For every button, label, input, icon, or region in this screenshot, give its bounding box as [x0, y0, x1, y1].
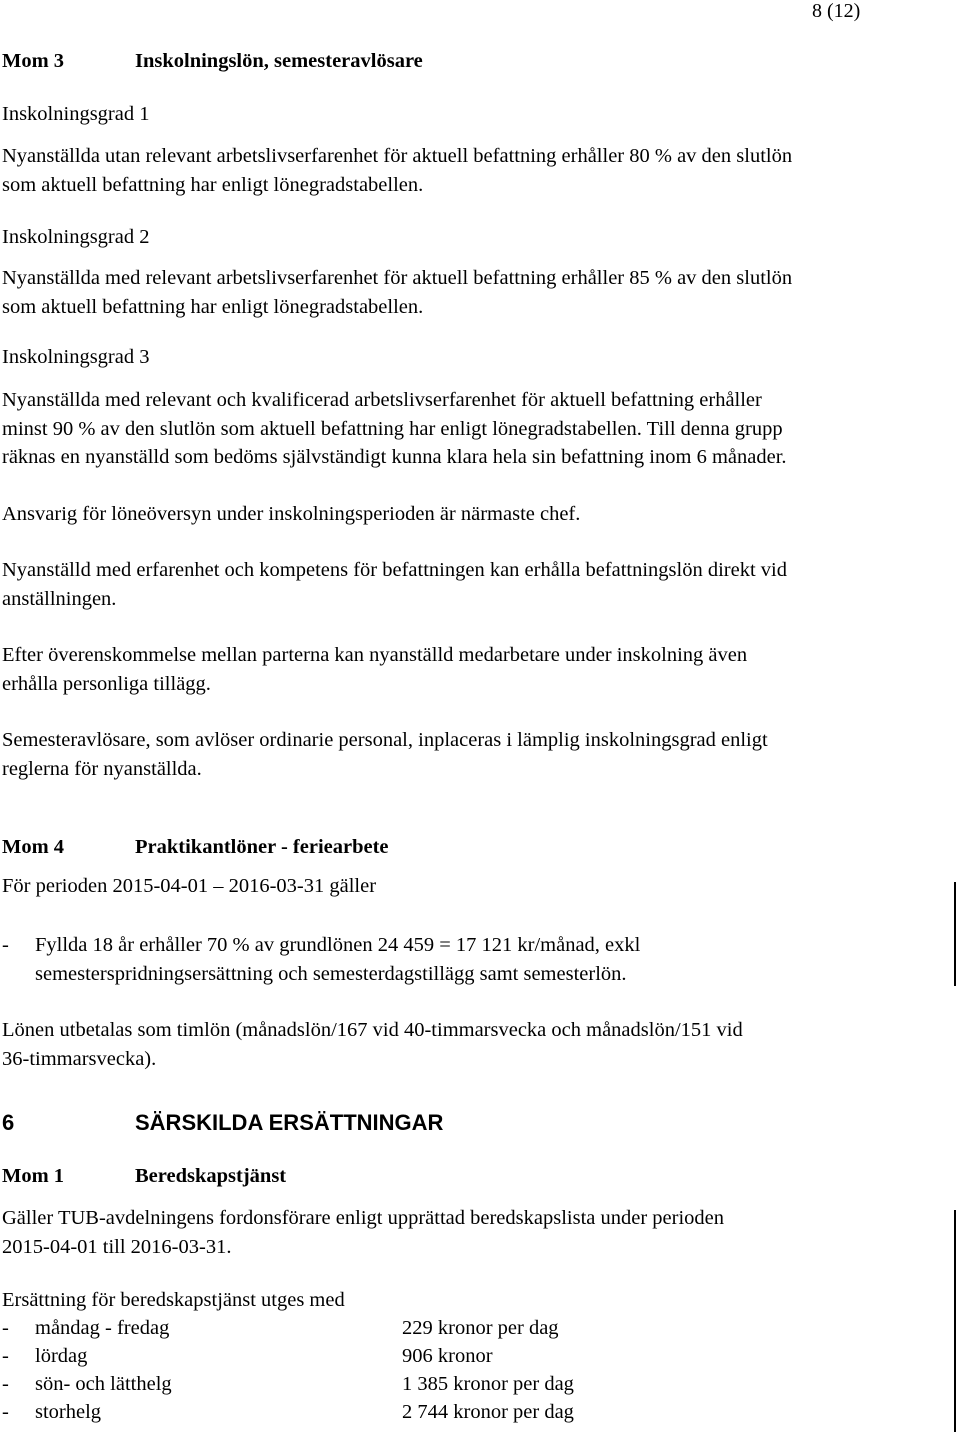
chapter-number: 6 — [2, 1110, 15, 1135]
rate-row — [2, 1373, 702, 1401]
praktikant-list-item — [2, 931, 802, 989]
mom4-title: Praktikantlöner - feriearbete — [135, 836, 389, 858]
chapter-title: SÄRSKILDA ERSÄTTNINGAR — [135, 1110, 444, 1135]
galler-paragraph — [2, 1204, 724, 1261]
ansvarig-paragraph: Ansvarig för löneöversyn under inskolningsperioden är närmaste chef. — [2, 503, 581, 525]
grad1-line-2: som aktuell befattning har enligt lönegradstabellen. — [2, 173, 424, 196]
grad2-heading: Inskolningsgrad 2 — [2, 226, 150, 248]
ersattning-intro: Ersättning för beredskapstjänst utges med — [2, 1289, 345, 1311]
timlon-paragraph — [2, 1016, 743, 1073]
timlon-line-1: Lönen utbetalas som timlön (månadslön/167 vid 40-timmarsvecka och månadslön/151 vid — [2, 1019, 743, 1041]
rate-value: 229 kronor per dag — [402, 1317, 559, 1339]
rate-value: 1 385 kronor per dag — [402, 1373, 574, 1395]
rate-row — [2, 1317, 702, 1345]
rate-label: storhelg — [35, 1401, 102, 1423]
semesteravlosare-line-2: reglerna för nyanställda. — [2, 757, 202, 780]
grad3-line-1: Nyanställda med relevant och kvalificerad arbetslivserfarenhet för aktuell befattning erhåller — [2, 389, 762, 411]
page-number: 8 (12) — [812, 0, 861, 22]
mom1-label: Mom 1 — [2, 1165, 65, 1187]
semesteravlosare-line-1: Semesteravlösare, som avlöser ordinarie personal, inplaceras i lämplig inskolningsgrad enligt — [2, 729, 768, 751]
mom3-label: Mom 3 — [2, 50, 65, 72]
rate-row — [2, 1345, 702, 1373]
galler-line-1: Gäller TUB-avdelningens fordonsförare enligt upprättad beredskapslista under perioden — [2, 1207, 725, 1229]
revision-margin-bar — [954, 1210, 956, 1432]
period-text: För perioden 2015-04-01 – 2016-03-31 gäller — [2, 875, 377, 897]
mom3-title: Inskolningslön, semesteravlösare — [135, 50, 423, 72]
galler-line-2: 2015-04-01 till 2016-03-31. — [2, 1235, 232, 1258]
mom1-title: Beredskapstjänst — [135, 1165, 287, 1187]
rate-label: måndag - fredag — [35, 1317, 170, 1339]
rate-dash: - — [2, 1401, 9, 1423]
mom4-label: Mom 4 — [2, 836, 65, 858]
grad1-paragraph — [2, 142, 792, 199]
rate-label: sön- och lätthelg — [35, 1373, 172, 1395]
grad1-heading: Inskolningsgrad 1 — [2, 103, 150, 125]
praktikant-item-line-1: Fyllda 18 år erhåller 70 % av grundlönen 24 459 = 17 121 kr/månad, exkl — [35, 934, 641, 956]
grad3-paragraph — [2, 386, 787, 472]
grad2-paragraph — [2, 264, 792, 321]
praktikant-item-text — [35, 931, 640, 988]
overenskommelse-line-1: Efter överenskommelse mellan parterna kan nyanställd medarbetare under inskolning även — [2, 644, 748, 666]
semesteravlosare-paragraph — [2, 726, 768, 783]
grad2-line-1: Nyanställda med relevant arbetslivserfarenhet för aktuell befattning erhåller 85 % av den slutlön — [2, 267, 793, 289]
rate-dash: - — [2, 1373, 9, 1395]
rate-value: 2 744 kronor per dag — [402, 1401, 574, 1423]
overenskommelse-line-2: erhålla personliga tillägg. — [2, 672, 211, 695]
rate-row — [2, 1401, 702, 1429]
rate-dash: - — [2, 1317, 9, 1339]
revision-margin-bar — [954, 882, 956, 986]
timlon-line-2: 36-timmarsvecka). — [2, 1047, 157, 1070]
grad3-line-3: räknas en nyanställd som bedöms självständigt kunna klara hela sin befattning inom 6 månader. — [2, 446, 787, 468]
grad3-line-2: minst 90 % av den slutlön som aktuell befattning har enligt lönegradstabellen. Till denna grupp — [2, 417, 783, 440]
overenskommelse-paragraph — [2, 641, 747, 698]
erfarenhet-line-1: Nyanställd med erfarenhet och kompetens för befattningen kan erhålla befattningslön direkt vid — [2, 559, 787, 581]
list-dash: - — [2, 934, 9, 956]
rate-label: lördag — [35, 1345, 88, 1367]
rate-dash: - — [2, 1345, 9, 1367]
rate-value: 906 kronor — [402, 1345, 493, 1367]
praktikant-item-line-2: semesterspridningsersättning och semesterdagstillägg samt semesterlön. — [35, 962, 627, 985]
grad2-line-2: som aktuell befattning har enligt lönegradstabellen. — [2, 295, 424, 318]
grad1-line-1: Nyanställda utan relevant arbetslivserfarenhet för aktuell befattning erhåller 80 % av den slutlön — [2, 145, 793, 167]
erfarenhet-paragraph — [2, 556, 787, 613]
grad3-heading: Inskolningsgrad 3 — [2, 346, 150, 368]
erfarenhet-line-2: anställningen. — [2, 587, 117, 610]
